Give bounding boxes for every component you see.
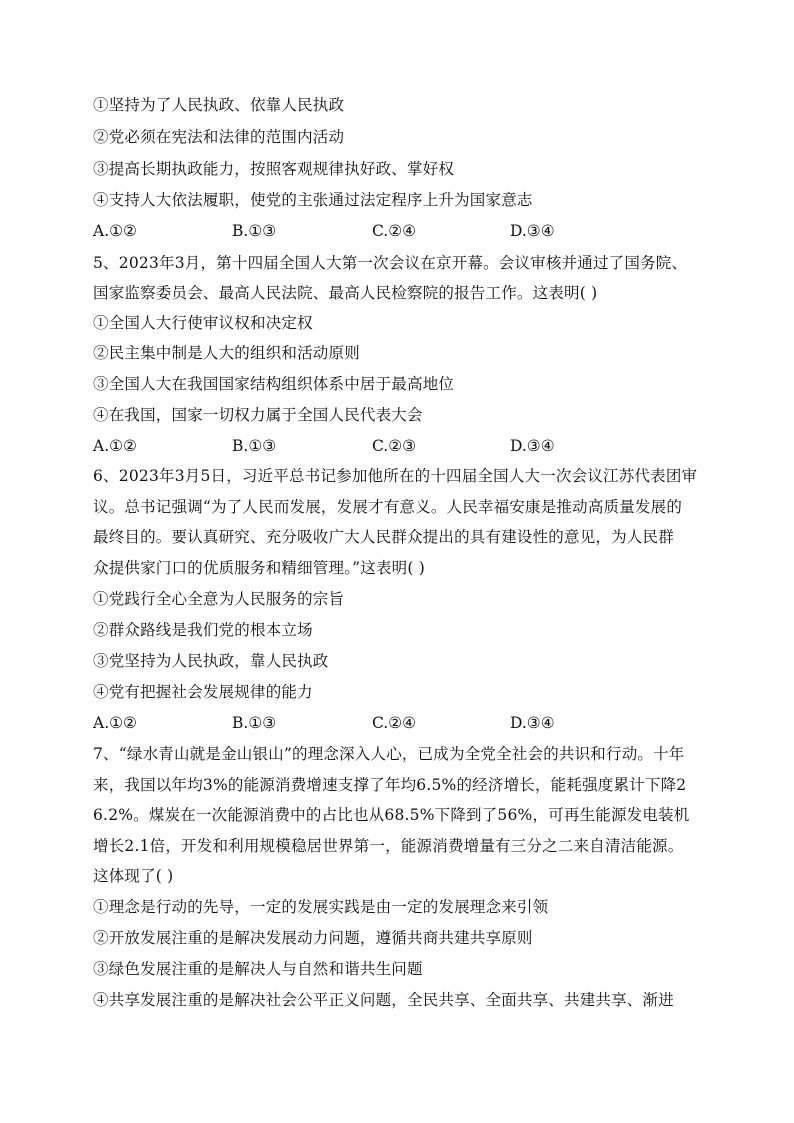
q6-stem-line-2: 议。总书记强调“为了人民而发展，发展才有意义。人民幸福安康是推动高质量发展的 <box>93 498 683 516</box>
q5-option-b: B.①③ <box>232 437 277 455</box>
q4-option-d: D.③④ <box>510 222 555 240</box>
q4-statement-1: ①坚持为了人民执政、依靠人民执政 <box>93 96 345 114</box>
q7-stem-line-2: 来，我国以年均3%的能源消费增速支撑了年均6.5%的经济增长，能耗强度累计下降2 <box>93 776 687 794</box>
q5-option-a: A.①② <box>93 437 137 455</box>
q7-statement-2: ②开放发展注重的是解决发展动力问题，遵循共商共建共享原则 <box>93 929 533 947</box>
q4-option-a: A.①② <box>93 222 137 240</box>
q6-statement-3: ③党坚持为人民执政，靠人民执政 <box>93 652 329 670</box>
q7-statement-3: ③绿色发展注重的是解决人与自然和谐共生问题 <box>93 960 423 978</box>
q6-option-b: B.①③ <box>232 714 277 732</box>
q4-option-b: B.①③ <box>232 222 277 240</box>
q5-option-d: D.③④ <box>510 437 555 455</box>
q6-option-a: A.①② <box>93 714 137 732</box>
q7-stem-line-1: 7、“绿水青山就是金山银山”的理念深入人心，已成为全党全社会的共识和行动。十年 <box>93 745 685 763</box>
q5-statement-1: ①全国人大行使审议权和决定权 <box>93 314 313 332</box>
q6-option-c: C.②④ <box>372 714 417 732</box>
q6-stem-line-4: 众提供家门口的优质服务和精细管理。”这表明( ) <box>93 559 425 577</box>
q6-option-d: D.③④ <box>510 714 555 732</box>
q4-statement-4: ④支持人大依法履职，使党的主张通过法定程序上升为国家意志 <box>93 191 533 209</box>
q7-stem-line-4: 增长2.1倍，开发和利用规模稳居世界第一，能源消费增量有三分之二来自清洁能源。 <box>93 837 684 855</box>
q5-statement-4: ④在我国，国家一切权力属于全国人民代表大会 <box>93 406 423 424</box>
q7-statement-1: ①理念是行动的先导，一定的发展实践是由一定的发展理念来引领 <box>93 898 549 916</box>
q6-stem-line-3: 最终目的。要认真研究、充分吸收广大人民群众提出的具有建设性的意见，为人民群 <box>93 528 674 546</box>
q6-statement-4: ④党有把握社会发展规律的能力 <box>93 683 313 701</box>
q7-stem-line-3: 6.2%。煤炭在一次能源消费中的占比也从68.5%下降到了56%，可再生能源发电装机 <box>93 806 690 824</box>
q5-statement-2: ②民主集中制是人大的组织和活动原则 <box>93 344 360 362</box>
q7-stem-line-5: 这体现了( ) <box>93 867 174 885</box>
q5-option-c: C.②③ <box>372 437 417 455</box>
q6-statement-1: ①党践行全心全意为人民服务的宗旨 <box>93 590 345 608</box>
q6-statement-2: ②群众路线是我们党的根本立场 <box>93 621 313 639</box>
q4-statement-3: ③提高长期执政能力，按照客观规律执好政、掌好权 <box>93 160 455 178</box>
q5-statement-3: ③全国人大在我国国家结构组织体系中居于最高地位 <box>93 375 455 393</box>
q4-option-c: C.②④ <box>372 222 417 240</box>
q6-stem-line-1: 6、2023年3月5日，习近平总书记参加他所在的十四届全国人大一次会议江苏代表团审 <box>93 467 698 485</box>
q5-stem-line-1: 5、2023年3月，第十四届全国人大第一次会议在京开幕。会议审核并通过了国务院、 <box>93 254 688 272</box>
q5-stem-line-2: 国家监察委员会、最高人民法院、最高人民检察院的报告工作。这表明( ) <box>93 284 598 302</box>
q4-statement-2: ②党必须在宪法和法律的范围内活动 <box>93 128 345 146</box>
q7-statement-4: ④共享发展注重的是解决社会公平正义问题，全民共享、全面共享、共建共享、渐进 <box>93 991 674 1009</box>
